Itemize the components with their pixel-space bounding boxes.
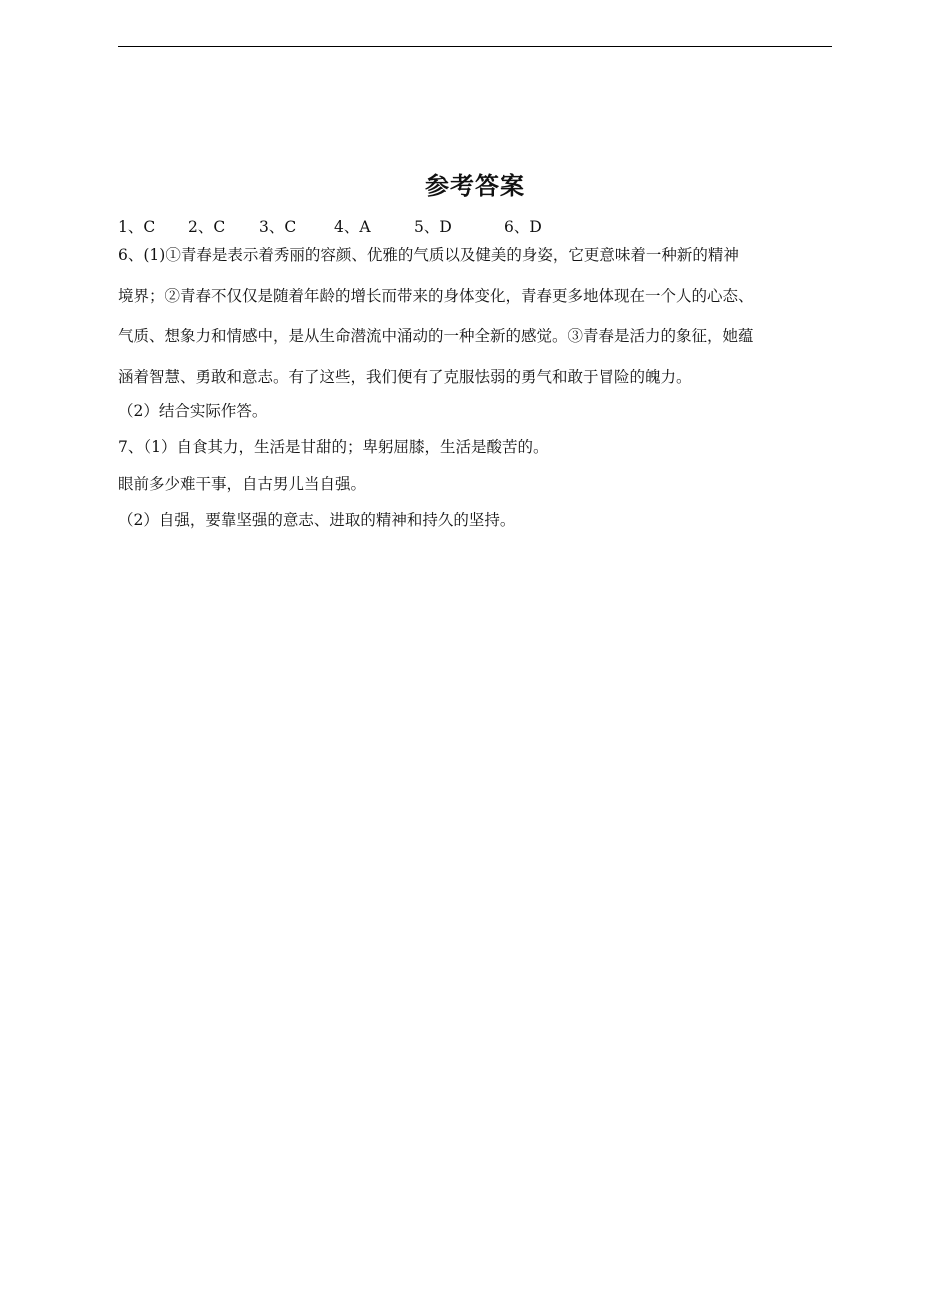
q7-answer-line-2: 眼前多少难干事，自古男儿当自强。 — [118, 475, 367, 493]
answer-1: 1、C — [118, 218, 156, 236]
q6-answer-part-2: （2）结合实际作答。 — [118, 402, 268, 420]
q6-answer-line-4: 涵着智慧、勇敢和意志。有了这些，我们便有了克服怯弱的勇气和敢于冒险的魄力。 — [118, 368, 692, 386]
answer-3: 3、C — [259, 218, 297, 236]
q6-answer-line-3: 气质、想象力和情感中，是从生命潜流中涌动的一种全新的感觉。③青春是活力的象征，她蕴 — [118, 327, 754, 345]
header-rule — [118, 46, 832, 47]
q7-answer-part-2: （2）自强，要靠坚强的意志、进取的精神和持久的坚持。 — [118, 511, 516, 529]
answer-5: 5、D — [414, 218, 452, 236]
q6-answer-line-2: 境界；②青春不仅仅是随着年龄的增长而带来的身体变化，青春更多地体现在一个人的心态、 — [118, 287, 754, 305]
q7-answer-line-1: 7、（1）自食其力，生活是甘甜的；卑躬屈膝，生活是酸苦的。 — [118, 438, 549, 456]
answer-4: 4、A — [334, 218, 371, 236]
answer-2: 2、C — [188, 218, 226, 236]
q6-answer-line-1: 6、(1)①青春是表示着秀丽的容颜、优雅的气质以及健美的身姿，它更意味着一种新的精神 — [118, 246, 739, 264]
page-title: 参考答案 — [425, 172, 525, 200]
answer-6: 6、D — [504, 218, 542, 236]
